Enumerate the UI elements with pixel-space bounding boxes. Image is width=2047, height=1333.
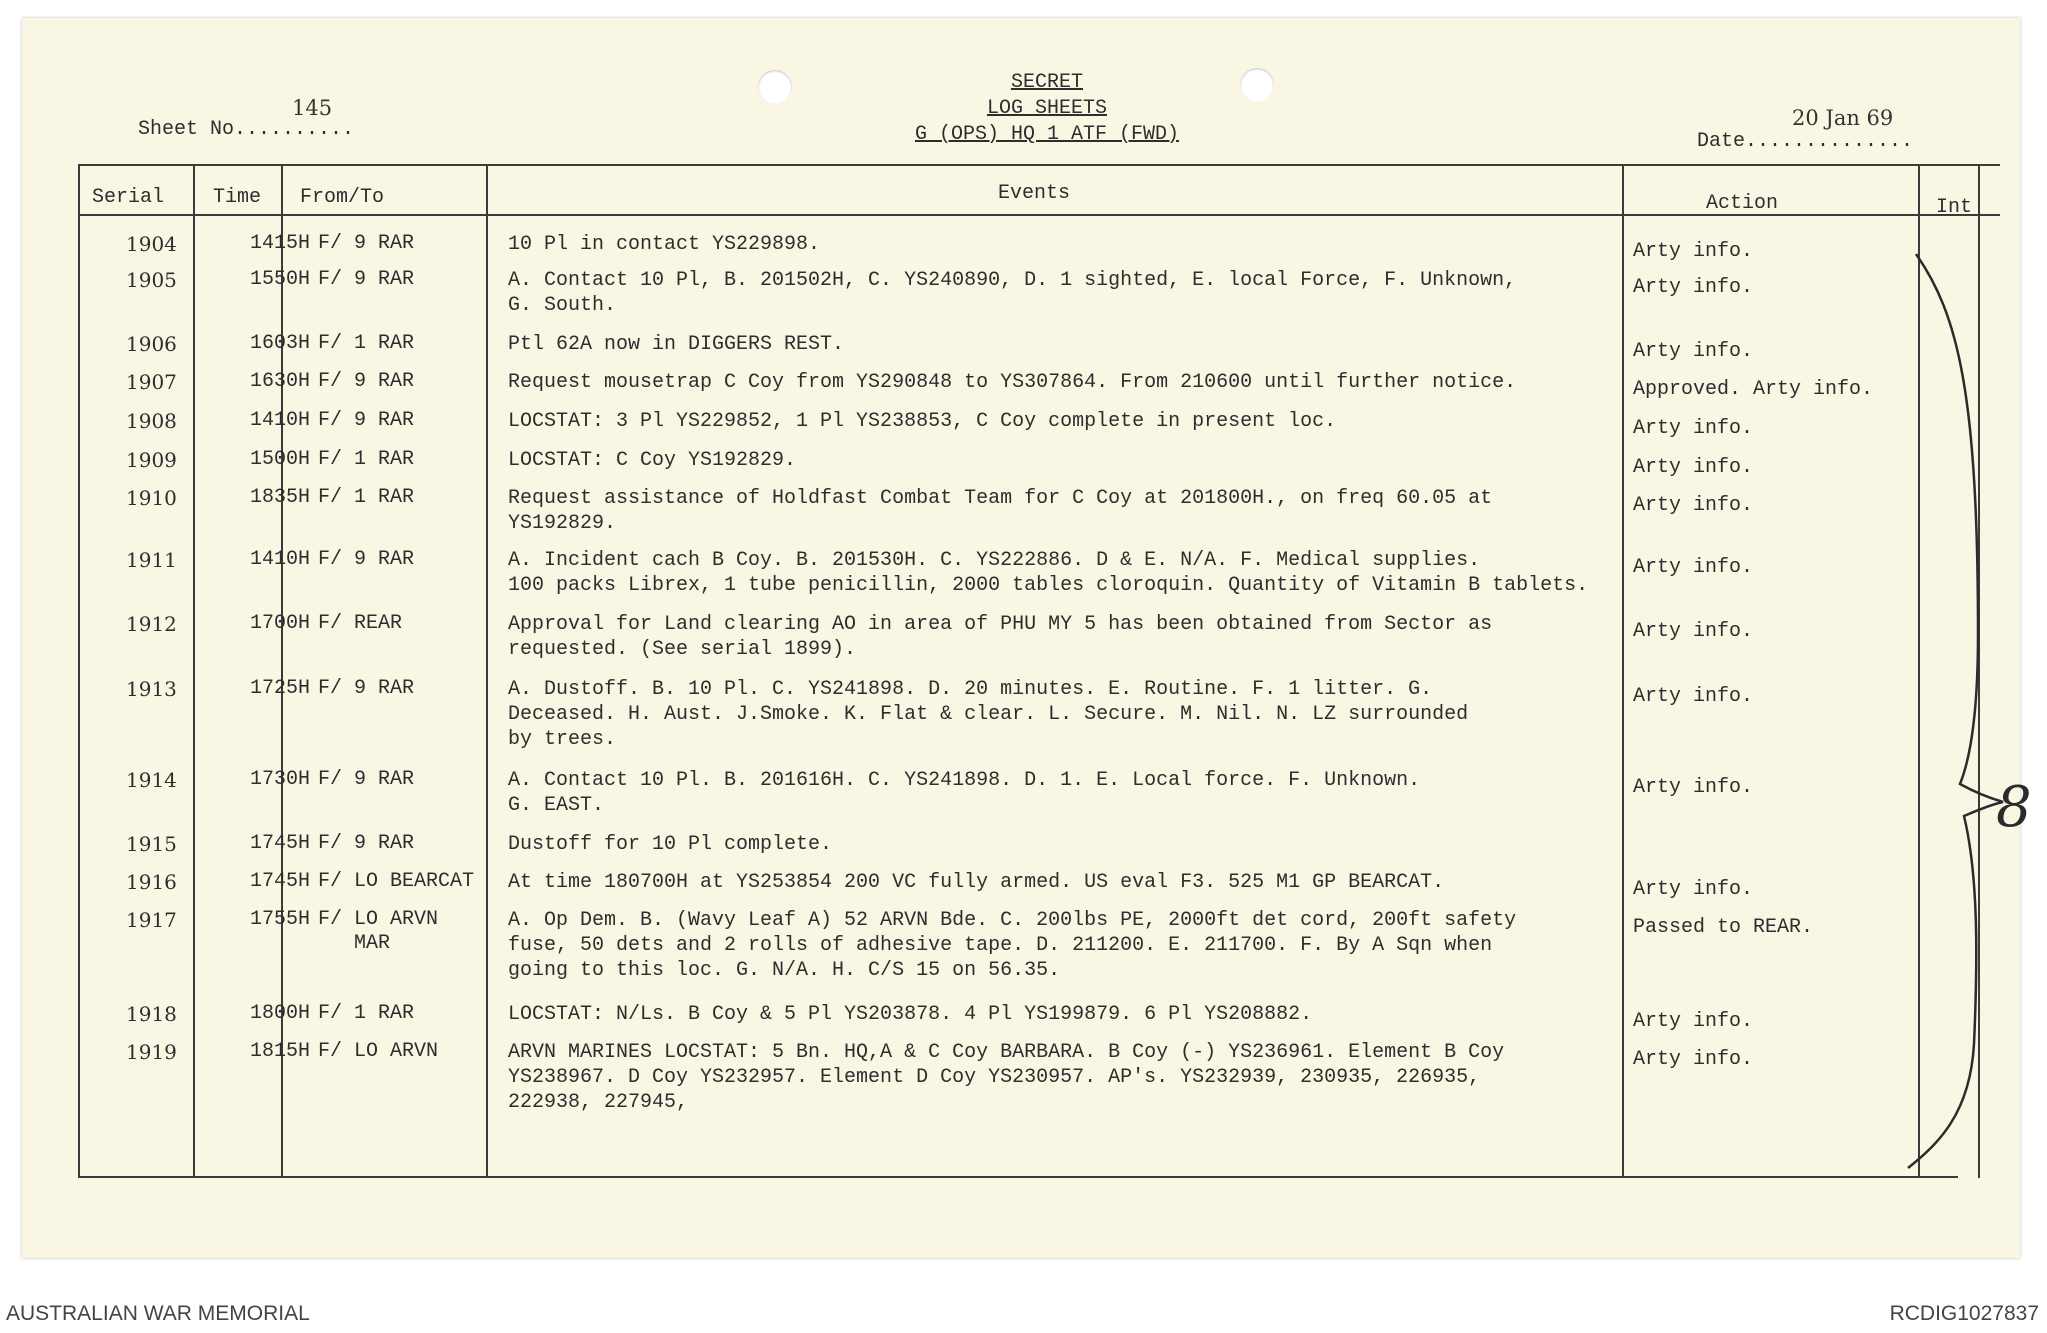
row-events: Request mousetrap C Coy from YS290848 to YS307864. From 210600 until further notice. xyxy=(508,371,1517,394)
row-serial: 1906 xyxy=(126,332,177,356)
row-serial: 1919 xyxy=(126,1040,177,1064)
row-serial: 1904 xyxy=(126,232,177,256)
row-from-to: F/ 1 RAR xyxy=(318,486,415,509)
row-events: 10 Pl in contact YS229898. xyxy=(508,233,821,256)
row-action: Arty info. xyxy=(1633,417,1754,440)
row-time: 1730H xyxy=(249,768,310,791)
col-divider-time xyxy=(281,164,283,1178)
unit-name: G (OPS) HQ 1 ATF (FWD) xyxy=(914,123,1180,146)
row-action: Arty info. xyxy=(1633,456,1754,479)
row-events: A. Dustoff. B. 10 Pl. C. YS241898. D. 20 minutes. E. Routine. F. 1 litter. G. Deceased. H. Aust. J.Smoke. K. Flat & clear. L. Secure. M. Nil. N. LZ surrounded by trees. xyxy=(508,678,1469,751)
row-from-to: F/ 9 RAR xyxy=(318,548,415,571)
row-serial: 1905 xyxy=(126,268,177,292)
row-action: Arty info. xyxy=(1633,494,1754,517)
row-events: Approval for Land clearing AO in area of PHU MY 5 has been obtained from Sector as requested. (See serial 1899). xyxy=(508,613,1493,661)
row-time: 1835H xyxy=(249,486,310,509)
table-bottom-rule xyxy=(78,1176,1958,1178)
col-header-events: Events xyxy=(998,182,1071,205)
row-from-to: F/ LO BEARCAT xyxy=(318,870,475,893)
row-events: LOCSTAT: C Coy YS192829. xyxy=(508,449,797,472)
row-from-to: F/ 9 RAR xyxy=(318,677,415,700)
row-time: 1800H xyxy=(249,1002,310,1025)
row-from-to: F/ 9 RAR xyxy=(318,409,415,432)
row-serial: 1907 xyxy=(126,370,177,394)
row-from-to: F/ 9 RAR xyxy=(318,232,415,255)
row-time: 1725H xyxy=(249,677,310,700)
row-serial: 1918 xyxy=(126,1002,177,1026)
row-serial: 1909 xyxy=(126,448,177,472)
footer-left: AUSTRALIAN WAR MEMORIAL xyxy=(6,1302,310,1325)
row-time: 1745H xyxy=(249,832,310,855)
row-action: Arty info. xyxy=(1633,1010,1754,1033)
row-events: LOCSTAT: 3 Pl YS229852, 1 Pl YS238853, C Coy complete in present loc. xyxy=(508,410,1337,433)
row-time: 1745H xyxy=(249,870,310,893)
document-heading xyxy=(902,70,1192,148)
row-action: Approved. Arty info. xyxy=(1633,378,1874,401)
row-action: Arty info. xyxy=(1633,776,1754,799)
row-events: Dustoff for 10 Pl complete. xyxy=(508,833,833,856)
row-serial: 1915 xyxy=(126,832,177,856)
row-events: LOCSTAT: N/Ls. B Coy & 5 Pl YS203878. 4 Pl YS199879. 6 Pl YS208882. xyxy=(508,1003,1313,1026)
row-time: 1630H xyxy=(249,370,310,393)
date-label: Date.............. xyxy=(1697,130,1914,153)
row-action: Arty info. xyxy=(1633,556,1754,579)
row-serial: 1916 xyxy=(126,870,177,894)
sheet-number: 145 xyxy=(292,96,333,120)
row-time: 1550H xyxy=(249,268,310,291)
row-events: A. Contact 10 Pl, B. 201502H, C. YS240890, D. 1 sighted, E. local Force, F. Unknown, G. South. xyxy=(508,269,1517,317)
row-from-to: F/ 1 RAR xyxy=(318,448,415,471)
row-action: Passed to REAR. xyxy=(1633,916,1814,939)
footer-right: RCDIG1027837 xyxy=(1889,1302,2039,1325)
int-bracket-annotation xyxy=(1898,254,2038,1174)
sheet-label: Sheet No.......... xyxy=(138,118,355,141)
row-serial: 1914 xyxy=(126,768,177,792)
row-action: Arty info. xyxy=(1633,620,1754,643)
col-header-time: Time xyxy=(213,186,262,209)
row-action: Arty info. xyxy=(1633,340,1754,363)
row-serial: 1917 xyxy=(126,908,177,932)
row-events: A. Op Dem. B. (Wavy Leaf A) 52 ARVN Bde. C. 200lbs PE, 2000ft det cord, 200ft safety fuse, 50 dets and 2 rolls of adhesive tape. D. 211200. E. 211700. F. By A Sqn when going to this loc. G. N/A. H. C/S 15 on 56.35. xyxy=(508,909,1517,982)
row-time: 1755H xyxy=(249,908,310,931)
row-action: Arty info. xyxy=(1633,276,1754,299)
log-table xyxy=(78,164,2032,1179)
bracket-curve xyxy=(1908,254,2003,1168)
row-time: 1500H xyxy=(249,448,310,471)
row-time: 1815H xyxy=(249,1040,310,1063)
row-serial: 1908 xyxy=(126,409,177,433)
table-left-border xyxy=(78,164,80,1178)
col-header-serial: Serial xyxy=(92,186,165,209)
date-value: 20 Jan 69 xyxy=(1792,106,1894,130)
punch-hole-left xyxy=(758,70,792,104)
log-sheet-paper xyxy=(22,18,2032,1258)
row-time: 1603H xyxy=(249,332,310,355)
row-events: A. Contact 10 Pl. B. 201616H. C. YS241898. D. 1. E. Local force. F. Unknown. G. EAST. xyxy=(508,769,1421,817)
row-from-to: F/ 1 RAR xyxy=(318,332,415,355)
punch-hole-right xyxy=(1240,68,1274,102)
row-events: Ptl 62A now in DIGGERS REST. xyxy=(508,333,845,356)
int-count: 8 xyxy=(1996,775,2032,840)
col-header-action: Action xyxy=(1706,192,1779,215)
row-from-to: F/ REAR xyxy=(318,612,403,635)
col-header-int: Int xyxy=(1936,196,1973,219)
row-serial: 1913 xyxy=(126,677,177,701)
row-from-to: F/ 9 RAR xyxy=(318,370,415,393)
table-top-rule xyxy=(78,164,2000,166)
row-action: Arty info. xyxy=(1633,685,1754,708)
row-serial: 1910 xyxy=(126,486,177,510)
row-action: Arty info. xyxy=(1633,240,1754,263)
row-time: 1410H xyxy=(249,409,310,432)
row-events: Request assistance of Holdfast Combat Team for C Coy at 201800H., on freq 60.05 at YS192829. xyxy=(508,487,1493,535)
row-serial: 1911 xyxy=(126,548,177,572)
col-header-from-to: From/To xyxy=(300,186,385,209)
row-events: A. Incident cach B Coy. B. 201530H. C. YS222886. D & E. N/A. F. Medical supplies. 100 packs Librex, 1 tube penicillin, 2000 tables cloroquin. Quantity of Vitamin B tablets. xyxy=(508,549,1589,597)
row-time: 1700H xyxy=(249,612,310,635)
row-from-to: F/ LO ARVN xyxy=(318,1040,439,1063)
row-time: 1415H xyxy=(249,232,310,255)
row-from-to: F/ 9 RAR xyxy=(318,832,415,855)
classification: SECRET xyxy=(1010,71,1083,94)
row-from-to: F/ 9 RAR xyxy=(318,768,415,791)
row-from-to: F/ 1 RAR xyxy=(318,1002,415,1025)
row-action: Arty info. xyxy=(1633,878,1754,901)
row-time: 1410H xyxy=(249,548,310,571)
row-serial: 1912 xyxy=(126,612,177,636)
row-from-to: F/ LO ARVN MAR xyxy=(318,908,439,955)
row-action: Arty info. xyxy=(1633,1048,1754,1071)
document-title: LOG SHEETS xyxy=(986,97,1108,120)
row-events: ARVN MARINES LOCSTAT: 5 Bn. HQ,A & C Coy BARBARA. B Coy (-) YS236961. Element B Coy YS238967. D Coy YS232957. Element D Coy YS230957. AP's. YS232939, 230935, 226935, 222938, 227945, xyxy=(508,1041,1505,1114)
row-events: At time 180700H at YS253854 200 VC fully armed. US eval F3. 525 M1 GP BEARCAT. xyxy=(508,871,1445,894)
row-from-to: F/ 9 RAR xyxy=(318,268,415,291)
